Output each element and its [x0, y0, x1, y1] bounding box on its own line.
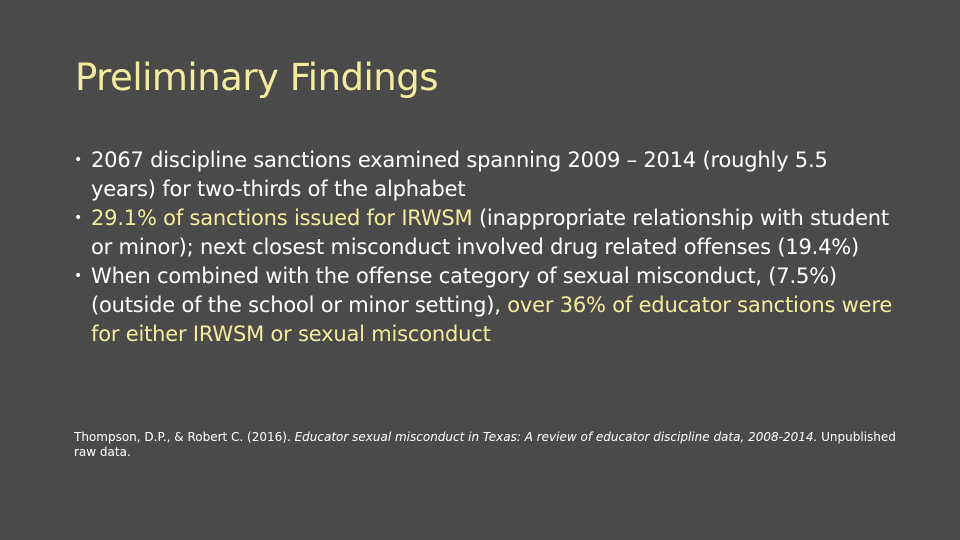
bullet-marker: •: [74, 152, 83, 168]
citation-note: Unpublished raw data.: [74, 430, 896, 459]
bullet-list: [74, 146, 894, 349]
bullet-segment: (inappropriate relationship with student or minor); next closest misconduct involved drug related offenses (19.4%): [91, 206, 889, 259]
bullet-marker: •: [74, 210, 83, 226]
bullet-item: [74, 262, 894, 349]
highlighted-segment: over 36% of educator sanctions were for either IRWSM or sexual misconduct: [91, 293, 893, 346]
bullet-text: [91, 146, 894, 204]
bullet-item: [74, 204, 894, 262]
citation: [74, 430, 904, 460]
citation-authors: Thompson, D.P., & Robert C. (2016).: [74, 430, 295, 444]
bullet-segment: When combined with the offense category of sexual misconduct, (7.5%) (outside of the school or minor setting),: [91, 264, 837, 317]
slide-title: Preliminary Findings: [75, 56, 438, 99]
citation-work: Educator sexual misconduct in Texas: A review of educator discipline data, 2008-2014.: [294, 430, 818, 444]
highlighted-segment: 29.1% of sanctions issued for IRWSM: [91, 206, 473, 230]
bullet-item: [74, 146, 894, 204]
bullet-text: [91, 204, 894, 262]
bullet-segment: 2067 discipline sanctions examined spanning 2009 – 2014 (roughly 5.5 years) for two-thirds of the alphabet: [91, 148, 828, 201]
bullet-text: [91, 262, 894, 349]
bullet-marker: •: [74, 268, 83, 284]
